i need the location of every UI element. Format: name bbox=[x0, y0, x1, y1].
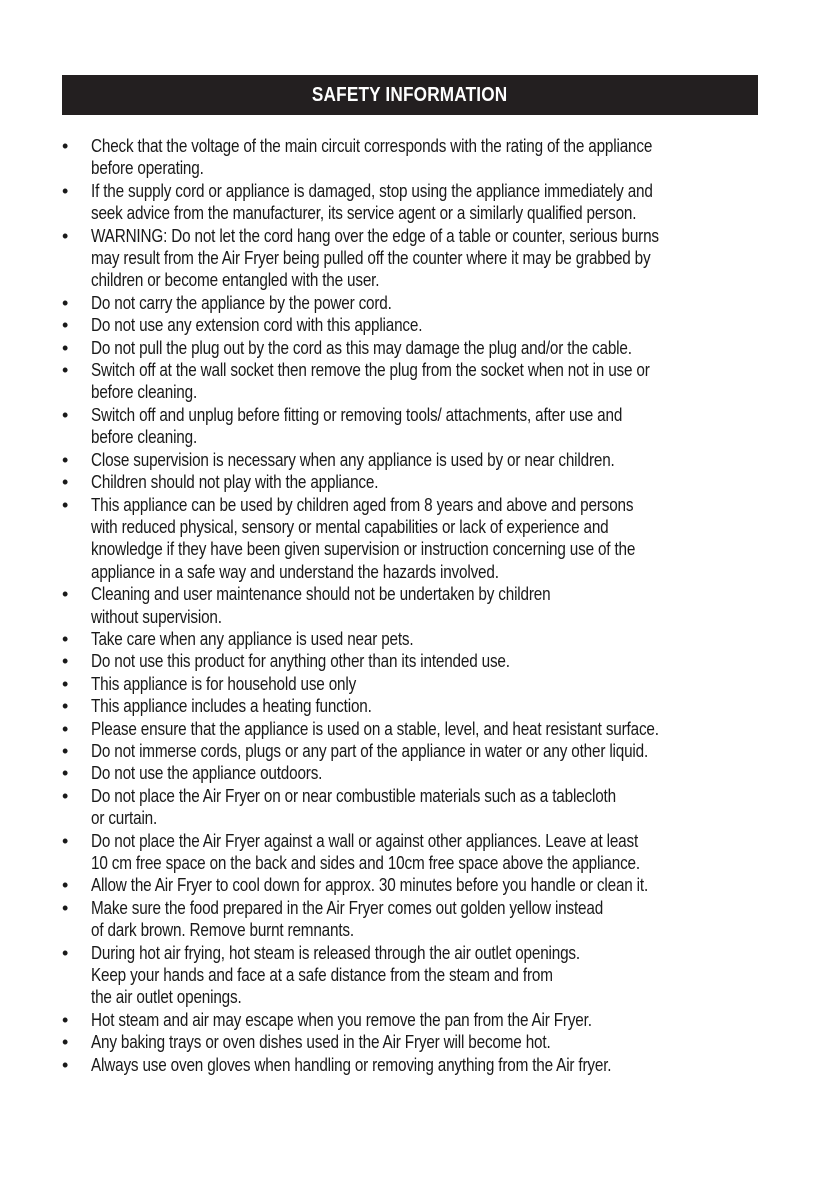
safety-item-line: Allow the Air Fryer to cool down for approx. 30 minutes before you handle or clean it. bbox=[91, 875, 649, 896]
safety-item-line: of dark brown. Remove burnt remnants. bbox=[91, 920, 354, 941]
safety-item-line: During hot air frying, hot steam is released through the air outlet openings. bbox=[91, 942, 580, 963]
bullet-icon: • bbox=[62, 292, 69, 313]
bullet-icon: • bbox=[62, 1054, 69, 1075]
safety-item bbox=[62, 404, 758, 449]
safety-item-line: appliance in a safe way and understand the hazards involved. bbox=[91, 561, 499, 582]
safety-item bbox=[62, 897, 758, 942]
safety-item-line: may result from the Air Fryer being pulled off the counter where it may be grabbed by bbox=[91, 248, 651, 269]
safety-item-line: Always use oven gloves when handling or removing anything from the Air fryer. bbox=[91, 1054, 612, 1075]
bullet-icon: • bbox=[62, 584, 69, 605]
safety-item bbox=[62, 718, 758, 740]
section-header-bar bbox=[62, 75, 758, 115]
bullet-icon: • bbox=[62, 651, 69, 672]
bullet-icon: • bbox=[62, 897, 69, 918]
bullet-icon: • bbox=[62, 1009, 69, 1030]
bullet-icon: • bbox=[62, 696, 69, 717]
bullet-icon: • bbox=[62, 225, 69, 246]
safety-item-line: Hot steam and air may escape when you remove the pan from the Air Fryer. bbox=[91, 1009, 592, 1030]
safety-item-line: Cleaning and user maintenance should not be undertaken by children bbox=[91, 584, 551, 605]
safety-item bbox=[62, 942, 758, 1009]
safety-item-line: Children should not play with the appliance. bbox=[91, 472, 379, 493]
safety-item bbox=[62, 225, 758, 292]
safety-item bbox=[62, 830, 758, 875]
safety-item bbox=[62, 135, 758, 180]
safety-item-line: Do not place the Air Fryer against a wall or against other appliances. Leave at least bbox=[91, 830, 639, 851]
safety-item bbox=[62, 359, 758, 404]
safety-item-line: This appliance is for household use only bbox=[91, 673, 357, 694]
section-title: SAFETY INFORMATION bbox=[312, 83, 508, 106]
safety-item bbox=[62, 314, 758, 336]
safety-item bbox=[62, 695, 758, 717]
bullet-icon: • bbox=[62, 494, 69, 515]
safety-item-line: Switch off at the wall socket then remove the plug from the socket when not in use or bbox=[91, 360, 650, 381]
bullet-icon: • bbox=[62, 740, 69, 761]
safety-item-line: Any baking trays or oven dishes used in the Air Fryer will become hot. bbox=[91, 1032, 551, 1053]
safety-list bbox=[62, 135, 758, 1076]
safety-item bbox=[62, 650, 758, 672]
bullet-icon: • bbox=[62, 180, 69, 201]
bullet-icon: • bbox=[62, 628, 69, 649]
bullet-icon: • bbox=[62, 472, 69, 493]
safety-item bbox=[62, 762, 758, 784]
safety-item-line: with reduced physical, sensory or mental capabilities or lack of experience and bbox=[91, 516, 609, 537]
safety-item-line: Do not pull the plug out by the cord as this may damage the plug and/or the cable. bbox=[91, 337, 632, 358]
safety-item-line: Please ensure that the appliance is used on a stable, level, and heat resistant surface. bbox=[91, 718, 659, 739]
safety-item-line: knowledge if they have been given supervision or instruction concerning use of the bbox=[91, 539, 636, 560]
safety-item bbox=[62, 292, 758, 314]
safety-item bbox=[62, 785, 758, 830]
bullet-icon: • bbox=[62, 449, 69, 470]
safety-item-line: WARNING: Do not let the cord hang over the edge of a table or counter, serious burns bbox=[91, 225, 659, 246]
safety-item bbox=[62, 874, 758, 896]
bullet-icon: • bbox=[62, 830, 69, 851]
bullet-icon: • bbox=[62, 315, 69, 336]
bullet-icon: • bbox=[62, 136, 69, 156]
safety-item-line: Do not use this product for anything other than its intended use. bbox=[91, 651, 510, 672]
safety-item-line: before cleaning. bbox=[91, 382, 198, 403]
safety-item-line: Do not carry the appliance by the power cord. bbox=[91, 292, 392, 313]
safety-item-line: Check that the voltage of the main circuit corresponds with the rating of the appliance bbox=[91, 136, 653, 156]
safety-item-line: the air outlet openings. bbox=[91, 987, 242, 1008]
safety-item bbox=[62, 494, 758, 584]
safety-item-line: Do not place the Air Fryer on or near combustible materials such as a tablecloth bbox=[91, 785, 616, 806]
safety-item-line: This appliance includes a heating function. bbox=[91, 696, 372, 717]
safety-item-line: Do not immerse cords, plugs or any part of the appliance in water or any other liquid. bbox=[91, 740, 649, 761]
bullet-icon: • bbox=[62, 718, 69, 739]
bullet-icon: • bbox=[62, 673, 69, 694]
bullet-icon: • bbox=[62, 337, 69, 358]
safety-item bbox=[62, 673, 758, 695]
safety-item-line: 10 cm free space on the back and sides and 10cm free space above the appliance. bbox=[91, 853, 640, 873]
bullet-icon: • bbox=[62, 404, 69, 425]
bullet-icon: • bbox=[62, 875, 69, 896]
safety-item-line: Do not use the appliance outdoors. bbox=[91, 763, 323, 784]
safety-item-line: children or become entangled with the user. bbox=[91, 270, 380, 291]
safety-item bbox=[62, 471, 758, 493]
safety-item bbox=[62, 337, 758, 359]
safety-item-line: This appliance can be used by children aged from 8 years and above and persons bbox=[91, 494, 634, 515]
bullet-icon: • bbox=[62, 360, 69, 381]
safety-item-line: before operating. bbox=[91, 158, 204, 179]
safety-item-line: or curtain. bbox=[91, 808, 158, 829]
safety-item-line: Take care when any appliance is used near pets. bbox=[91, 628, 414, 649]
bullet-icon: • bbox=[62, 942, 69, 963]
safety-item bbox=[62, 628, 758, 650]
bullet-icon: • bbox=[62, 785, 69, 806]
safety-item-line: Switch off and unplug before fitting or removing tools/ attachments, after use and bbox=[91, 404, 623, 425]
safety-item-line: without supervision. bbox=[91, 606, 222, 627]
safety-item-line: Close supervision is necessary when any appliance is used by or near children. bbox=[91, 449, 615, 470]
safety-item bbox=[62, 1054, 758, 1076]
safety-item-line: If the supply cord or appliance is damaged, stop using the appliance immediately and bbox=[91, 180, 653, 201]
safety-item-line: before cleaning. bbox=[91, 427, 198, 448]
bullet-icon: • bbox=[62, 1032, 69, 1053]
safety-item bbox=[62, 1031, 758, 1053]
safety-item-line: Make sure the food prepared in the Air Fryer comes out golden yellow instead bbox=[91, 897, 604, 918]
safety-item bbox=[62, 583, 758, 628]
safety-item-line: Keep your hands and face at a safe distance from the steam and from bbox=[91, 965, 553, 986]
safety-item-line: Do not use any extension cord with this appliance. bbox=[91, 315, 423, 336]
safety-item bbox=[62, 449, 758, 471]
safety-item bbox=[62, 1009, 758, 1031]
safety-item bbox=[62, 180, 758, 225]
safety-item bbox=[62, 740, 758, 762]
bullet-icon: • bbox=[62, 763, 69, 784]
safety-item-line: seek advice from the manufacturer, its service agent or a similarly qualified person. bbox=[91, 203, 637, 224]
